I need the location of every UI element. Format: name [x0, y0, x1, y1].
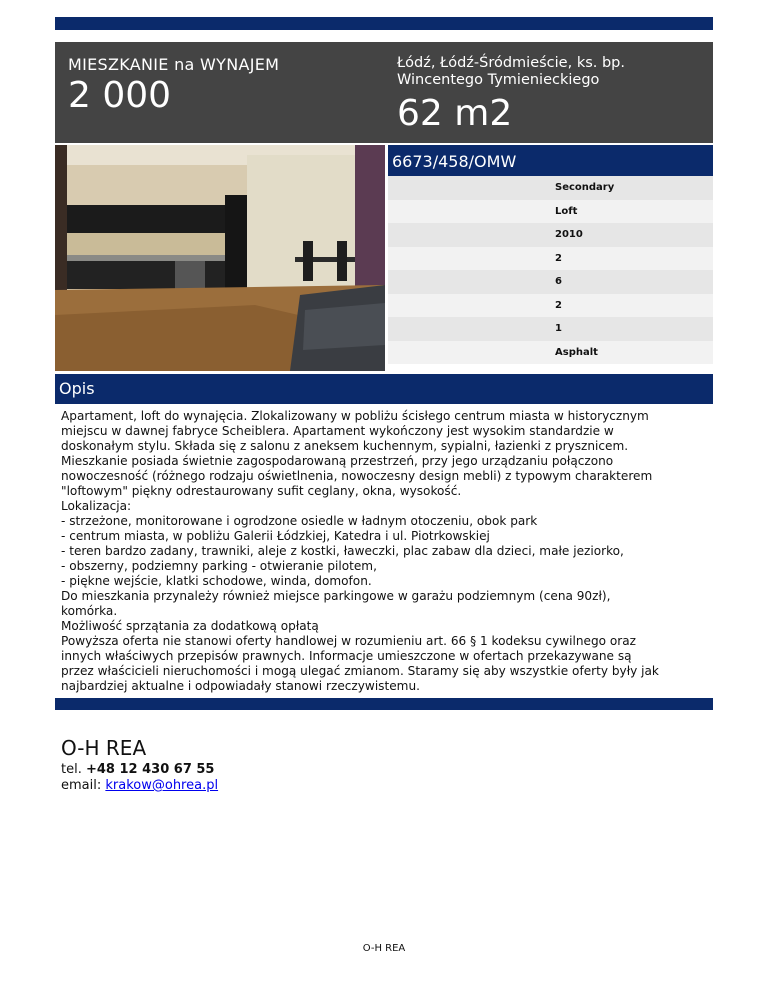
- description-line: Lokalizacja:: [61, 499, 132, 513]
- listing-header: [55, 42, 713, 143]
- section-divider-bar: [55, 698, 713, 710]
- description-heading: Opis: [55, 374, 713, 404]
- phone-label: tel.: [61, 762, 82, 777]
- description-line: Powyższa oferta nie stanowi oferty handlowej w rozumieniu art. 66 § 1 kodeksu cywilnego oraz: [61, 634, 636, 648]
- description-line: innych właściwych przepisów prawnych. Informacje umieszczone w ofertach przekazywane są: [61, 649, 632, 663]
- listing-reference: 6673/458/OMW: [388, 145, 713, 176]
- description-line: przez właścicieli nieruchomości i mogą ulegać zmianom. Staramy się aby wszystkie oferty były jak: [61, 664, 659, 678]
- description-line: najbardziej aktualne i odpowiadały stanowi rzeczywistemu.: [61, 679, 420, 693]
- property-bathrooms: 1: [388, 317, 713, 341]
- description-line: miejscu w dawnej fabryce Scheiblera. Apartament wykończony jest wysokim standardzie w: [61, 424, 614, 438]
- property-floor: 2: [388, 294, 713, 318]
- description-line: komórka.: [61, 604, 118, 618]
- property-list: [388, 176, 713, 364]
- description-line: - piękne wejście, klatki schodowe, winda, domofon.: [61, 574, 372, 588]
- top-accent-bar: [55, 17, 713, 30]
- property-access-road: Asphalt: [388, 341, 713, 365]
- description-line: doskonałym stylu. Składa się z salonu z aneksem kuchennym, sypialni, łazienki z prysznicem.: [61, 439, 629, 453]
- property-floors: 6: [388, 270, 713, 294]
- description-line: nowoczesność (różnego rodzaju oświetlnenia, nowoczesny design mebli) z typowym charakterem: [61, 469, 653, 483]
- description-line: - strzeżone, monitorowane i ogrodzone osiedle w ładnym otoczeniu, obok park: [61, 514, 538, 528]
- phone-number: +48 12 430 67 55: [85, 762, 215, 777]
- email-link[interactable]: krakow@ohrea.pl: [105, 778, 219, 793]
- listing-area: 62 m2: [397, 93, 513, 134]
- property-market: Secondary: [388, 176, 713, 200]
- description-line: Apartament, loft do wynajęcia. Zlokalizowany w pobliżu ścisłego centrum miasta w historycznym: [61, 409, 649, 423]
- description-line: - teren bardzo zadany, trawniki, aleje z kostki, ławeczki, plac zabaw dla dzieci, małe jeziorko,: [61, 544, 624, 558]
- description-line: - obszerny, podziemny parking - otwieranie pilotem,: [61, 559, 377, 573]
- listing-type: MIESZKANIE na WYNAJEM: [68, 55, 280, 74]
- property-building-type: Loft: [388, 200, 713, 224]
- description-line: - centrum miasta, w pobliżu Galerii Łódzkiej, Katedra i ul. Piotrkowskiej: [61, 529, 490, 543]
- phone-line: [61, 762, 218, 778]
- page-footer: O-H REA: [362, 943, 406, 954]
- description-line: Do mieszkania przynależy również miejsce parkingowe w garażu podziemnym (cena 90zł),: [61, 589, 611, 603]
- listing-location: Łódź, Łódź-Śródmieście, ks. bp. Wincentego Tymienieckiego: [397, 55, 625, 88]
- property-rooms: 2: [388, 247, 713, 271]
- description-line: Możliwość sprzątania za dodatkową opłatą: [61, 619, 319, 633]
- listing-price: 2 000: [68, 75, 172, 116]
- description-text: [61, 409, 713, 694]
- property-year: 2010: [388, 223, 713, 247]
- description-line: "loftowym" piękny odrestaurowany sufit ceglany, okna, wysokość.: [61, 484, 462, 498]
- agency-name: O-H REA: [61, 736, 147, 760]
- description-line: Mieszkanie posiada świetnie zagospodarowaną przestrzeń, przy jego urządzaniu połączono: [61, 454, 614, 468]
- agency-contact: [61, 762, 218, 794]
- apartment-photo: [55, 145, 385, 371]
- email-label: email:: [61, 778, 102, 793]
- email-line: [61, 778, 218, 794]
